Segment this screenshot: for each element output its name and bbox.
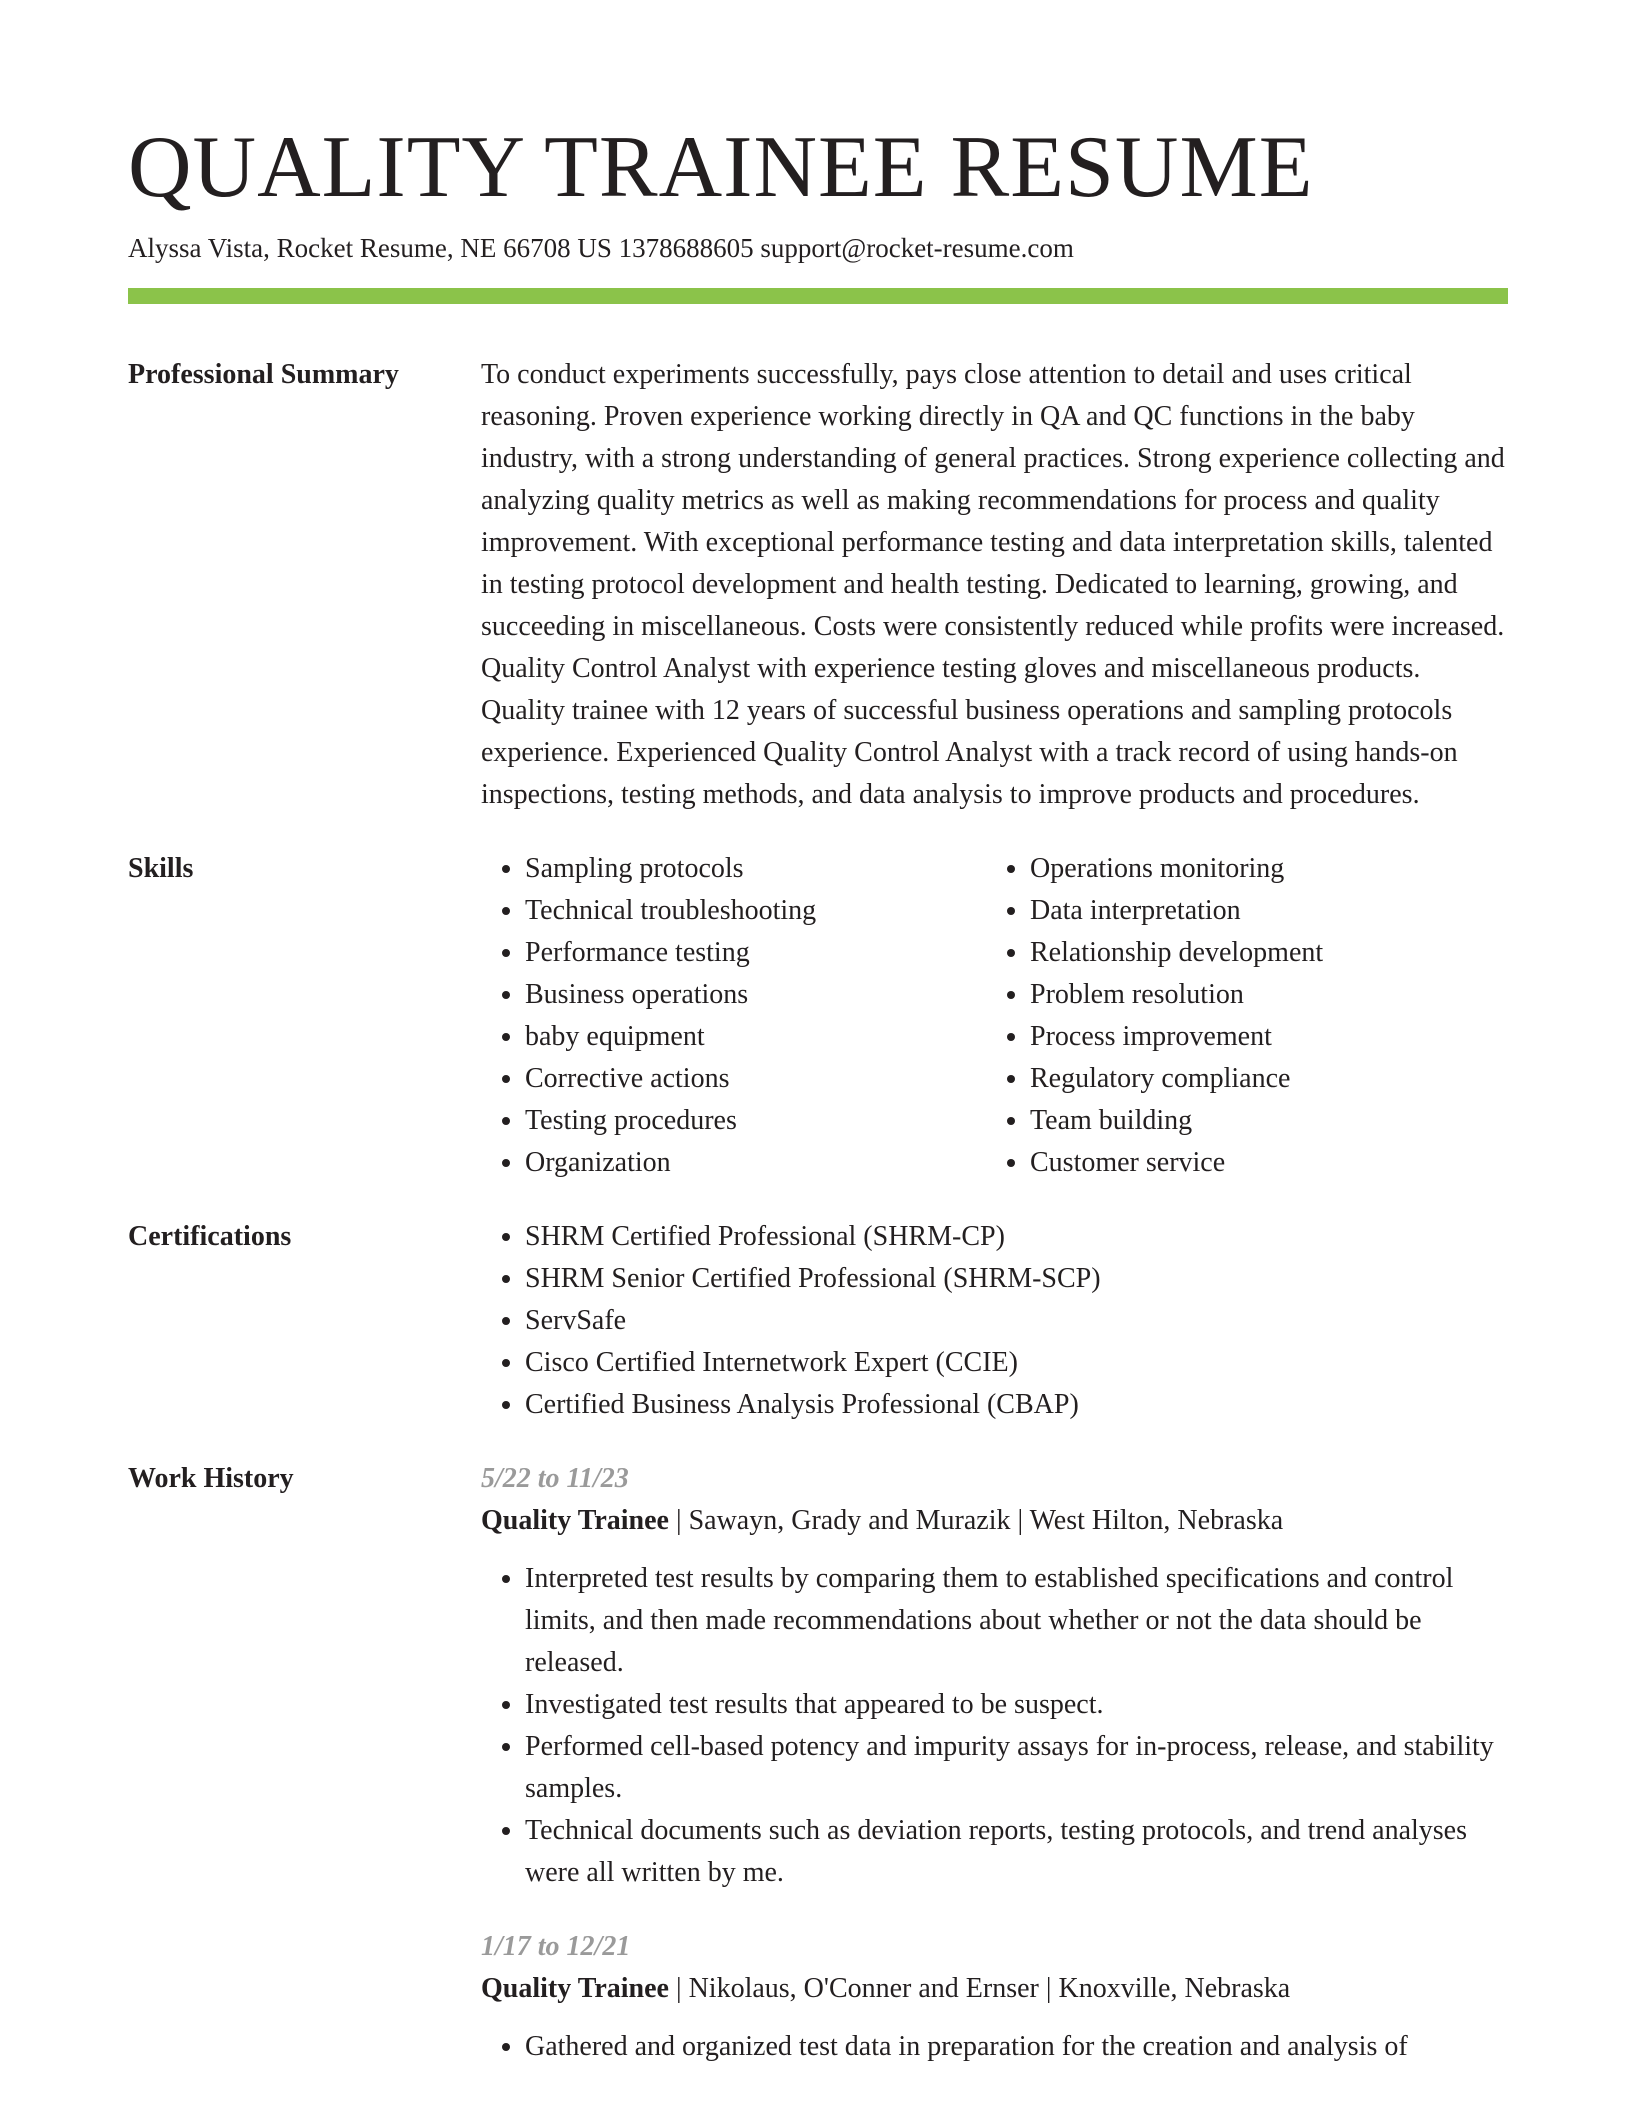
job-bullet: • Investigated test results that appeared to be suspect. [525,1684,1508,1726]
section-title-skills: Skills [128,853,194,884]
skill-item: • Regulatory compliance [1030,1058,1491,1100]
job-bullet: • Performed cell-based potency and impurity assays for in-process, release, and stability samples. [525,1726,1508,1810]
skill-item: • Performance testing [525,932,986,974]
resume-page [128,118,1508,2068]
job-heading [481,1968,1508,2010]
job-dates: 5/22 to 11/23 [481,1463,629,1494]
section-title-work-history: Work History [128,1463,294,1494]
job-employer-location: | Nikolaus, O'Conner and Ernser | Knoxville, Nebraska [668,1973,1291,2004]
skill-item: • Business operations [525,974,986,1016]
summary-text: To conduct experiments successfully, pays close attention to detail and uses critical reasoning. Proven experience working directly in QA and QC functions in the baby industry, with a strong understanding of general practices. Strong experience collecting and analyzing quality metrics as well as making recommendations for process and quality improvement. With exceptional performance testing and data interpretation skills, talented in testing protocol development and health testing. Dedicated to learning, growing, and succeeding in miscellaneous. Costs were consistently reduced while profits were increased. Quality Control Analyst with experience testing gloves and miscellaneous products. Quality trainee with 12 years of successful business operations and sampling protocols experience. Experienced Quality Control Analyst with a track record of using hands-on inspections, testing methods, and data analysis to improve products and procedures. [481,359,1505,810]
skill-item: • Technical troubleshooting [525,890,986,932]
certification-item: • Certified Business Analysis Professional (CBAP) [525,1384,1508,1426]
job-bullet: • Gathered and organized test data in preparation for the creation and analysis of [525,2026,1508,2068]
contact-line: Alyssa Vista, Rocket Resume, NE 66708 US 1378688605 support@rocket-resume.com [128,233,1074,263]
professional-summary-section [128,354,1508,816]
job-title: Quality Trainee [481,1505,669,1536]
certifications-section [128,1216,1508,1426]
job-bullet: • Technical documents such as deviation reports, testing protocols, and trend analyses were all written by me. [525,1810,1508,1894]
section-title-certifications: Certifications [128,1221,292,1252]
section-title-summary: Professional Summary [128,359,399,390]
skill-item: • Corrective actions [525,1058,986,1100]
skill-item: • baby equipment [525,1016,986,1058]
job-employer-location: | Sawayn, Grady and Murazik | West Hilton, Nebraska [668,1505,1284,1536]
skill-item: • Testing procedures [525,1100,986,1142]
skill-item: • Sampling protocols [525,848,986,890]
accent-divider [128,288,1508,304]
job-entry [481,1458,1508,1894]
skill-item: • Team building [1030,1100,1491,1142]
job-heading [481,1500,1508,1542]
job-entry [481,1926,1508,2068]
skill-item: • Customer service [1030,1142,1491,1184]
certification-item: • SHRM Senior Certified Professional (SHRM-SCP) [525,1258,1508,1300]
job-title: Quality Trainee [481,1973,669,2004]
work-history-section [128,1458,1508,2068]
skills-column-left [481,848,986,1184]
resume-title: QUALITY TRAINEE RESUME [128,119,1314,216]
skill-item: • Relationship development [1030,932,1491,974]
skill-item: • Organization [525,1142,986,1184]
skills-section [128,848,1508,1184]
job-bullet: • Interpreted test results by comparing them to established specifications and control limits, and then made recommendations about whether or not the data should be released. [525,1558,1508,1684]
skill-item: • Problem resolution [1030,974,1491,1016]
skills-column-right [986,848,1491,1184]
skill-item: • Data interpretation [1030,890,1491,932]
certification-item: • Cisco Certified Internetwork Expert (CCIE) [525,1342,1508,1384]
certification-item: • ServSafe [525,1300,1508,1342]
skill-item: • Operations monitoring [1030,848,1491,890]
certification-item: • SHRM Certified Professional (SHRM-CP) [525,1216,1508,1258]
skill-item: • Process improvement [1030,1016,1491,1058]
job-dates: 1/17 to 12/21 [481,1931,631,1962]
